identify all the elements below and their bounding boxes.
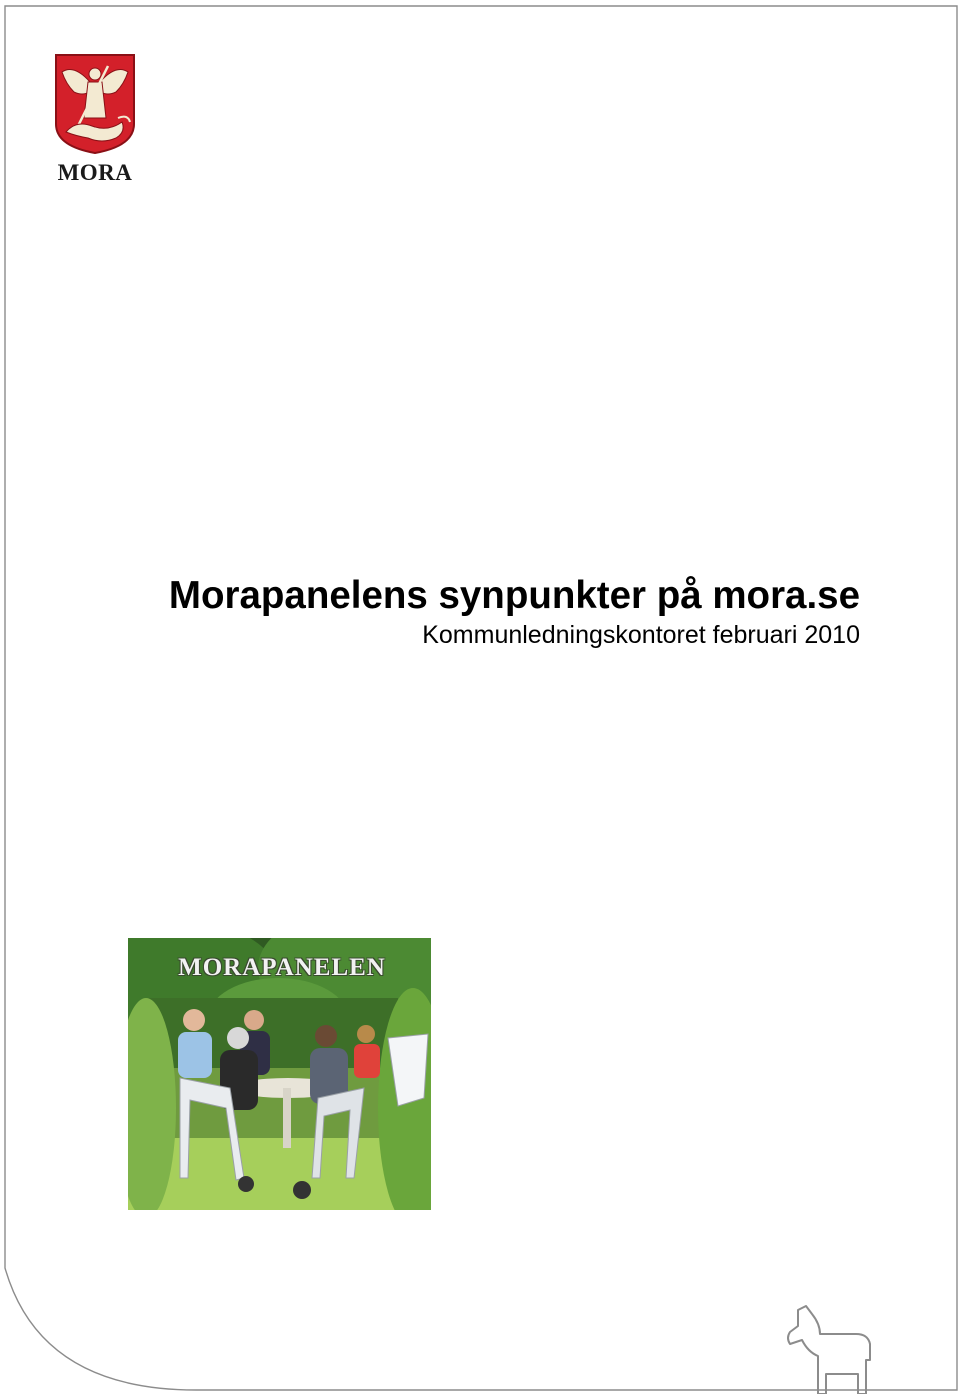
document-subtitle: Kommunledningskontoret februari 2010: [422, 621, 860, 649]
dala-horse-icon: [780, 1300, 880, 1394]
document-title: Morapanelens synpunkter på mora.se: [168, 574, 860, 617]
photo-caption: MORAPANELEN: [178, 954, 386, 981]
logo-wordmark: MORA: [57, 160, 133, 185]
title-block: [169, 572, 860, 650]
cover-photo: [128, 938, 431, 1210]
coat-of-arms-icon: [52, 52, 138, 156]
